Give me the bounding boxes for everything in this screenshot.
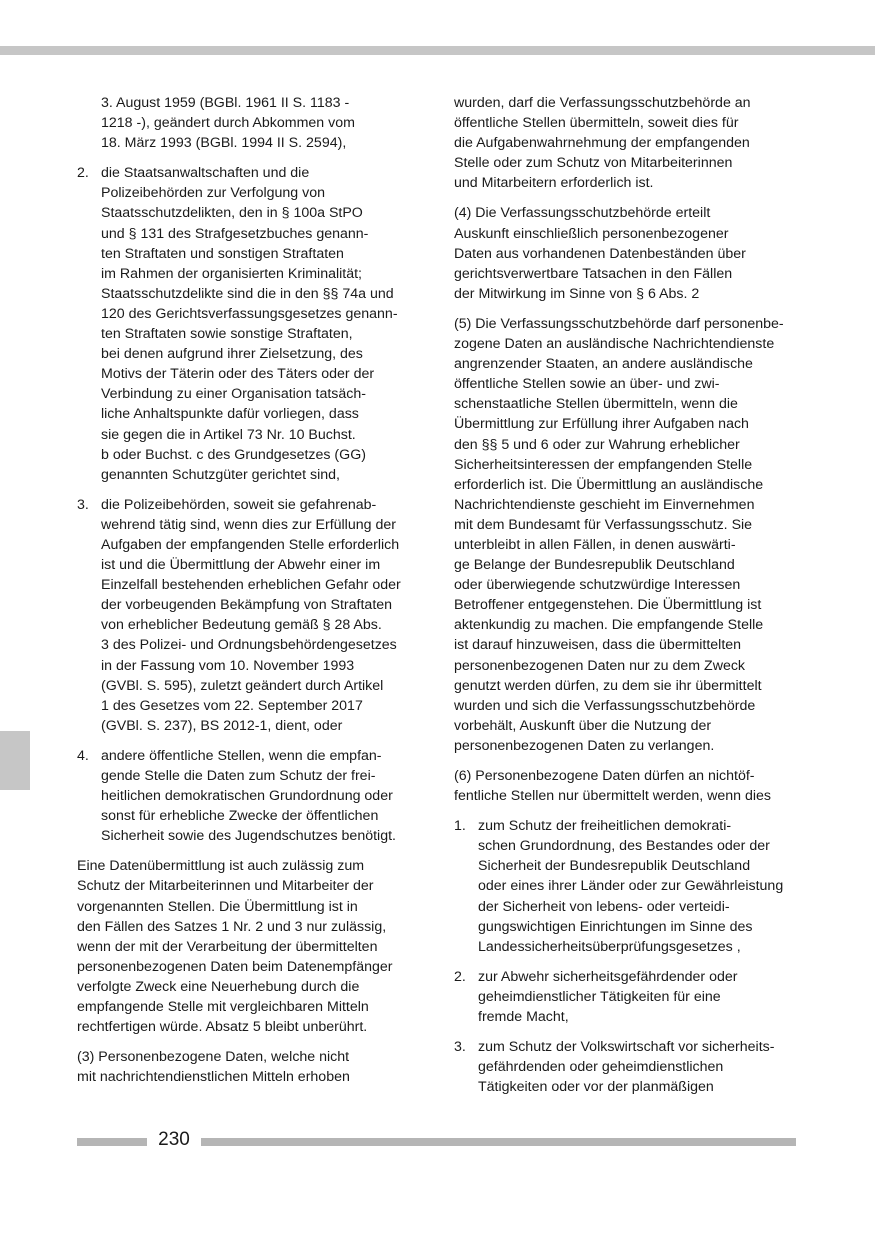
text-line: Tätigkeiten oder vor der planmäßigen [478, 1079, 714, 1096]
text-line: rechtfertigen würde. Absatz 5 bleibt unberührt. [77, 1019, 368, 1036]
text-line: gungswichtigen Einrichtungen im Sinne des [478, 918, 753, 935]
text-line: öffentliche Stellen übermitteln, soweit dies für [454, 115, 739, 132]
text-line: Motivs der Täterin oder des Täters oder der [101, 366, 375, 383]
right-column [454, 93, 802, 1107]
text-line: Stelle oder zum Schutz von Mitarbeiterinnen [454, 155, 733, 172]
text-line: zogene Daten an ausländische Nachrichtendienste [454, 336, 775, 353]
footer-rule-right [201, 1138, 796, 1146]
text-line: wehrend tätig sind, wenn dies zur Erfüllung der [101, 516, 396, 533]
text-line: genutzt werden dürfen, zu dem sie ihr übermittelt [454, 677, 762, 694]
text-line: Eine Datenübermittlung ist auch zulässig zum [77, 858, 365, 875]
paragraph [77, 1047, 427, 1087]
text-line: erforderlich ist. Die Übermittlung an ausländische [454, 476, 764, 493]
text-line: gerichtsverwertbare Tatsachen in den Fällen [454, 265, 733, 282]
header-rule [0, 46, 875, 55]
list-item-4 [77, 746, 427, 846]
text-line: mit nachrichtendienstlichen Mitteln erhoben [77, 1069, 350, 1086]
text-line: heitlichen demokratischen Grundordnung oder [101, 788, 393, 805]
text-line: vorbehält, Auskunft über die Nutzung der [454, 717, 712, 734]
text-line: oder überwiegende schutzwürdige Interessen [454, 577, 741, 594]
text-line: Einzelfall bestehenden erheblichen Gefahr oder [101, 577, 401, 594]
list-number: 1. [454, 818, 466, 835]
text-line: b oder Buchst. c des Grundgesetzes (GG) [101, 446, 366, 463]
chapter-thumb-tab [0, 731, 30, 790]
text-line: in der Fassung vom 10. November 1993 [101, 657, 355, 674]
text-line: zur Abwehr sicherheitsgefährdender oder [478, 968, 738, 985]
text-line: aktenkundig zu machen. Die empfangende Stelle [454, 617, 764, 634]
text-line: sonst für erhebliche Zwecke der öffentlichen [101, 808, 379, 825]
text-line: Übermittlung zur Erfüllung ihrer Aufgaben nach [454, 416, 749, 433]
list-number: 2. [77, 165, 89, 182]
text-line: gende Stelle die Daten zum Schutz der frei- [101, 768, 376, 784]
list-item-2 [454, 967, 802, 1027]
text-line: schenstaatliche Stellen übermitteln, wenn die [454, 396, 738, 413]
text-line: Auskunft einschließlich personenbezogener [454, 225, 729, 242]
text-line: der Mitwirkung im Sinne von § 6 Abs. 2 [454, 285, 700, 302]
text-line: die Staatsanwaltschaften und die [101, 165, 310, 182]
paragraph [454, 203, 802, 303]
paragraph [454, 766, 802, 806]
text-line: Daten aus vorhandenen Datenbeständen über [454, 245, 746, 262]
text-line: verfolgte Zweck eine Neuerhebung durch die [77, 978, 360, 995]
left-column [77, 93, 427, 1097]
list-item-1 [454, 816, 802, 957]
text-line: geheimdienstlicher Tätigkeiten für eine [478, 988, 721, 1005]
text-line: 3 des Polizei- und Ordnungsbehördengesetzes [101, 637, 397, 654]
text-line: wurden und sich die Verfassungsschutzbehörde [454, 697, 756, 714]
text-line: gefährdenden oder geheimdienstlichen [478, 1059, 724, 1076]
text-line: wurden, darf die Verfassungsschutzbehörde an [454, 95, 751, 111]
text-line: den Fällen des Satzes 1 Nr. 2 und 3 nur zulässig, [77, 918, 387, 935]
text-line: fentliche Stellen nur übermittelt werden, wenn dies [454, 788, 772, 805]
text-line: den §§ 5 und 6 oder zur Wahrung erheblicher [454, 436, 740, 453]
text-line: Staatsschutzdelikten, den in § 100a StPO [101, 205, 363, 222]
text-line: 1 des Gesetzes vom 22. September 2017 [101, 697, 363, 714]
text-line: angrenzender Staaten, an andere ausländische [454, 356, 753, 373]
text-line: der Sicherheit von lebens- oder verteidi- [478, 898, 730, 915]
list-item-3 [454, 1037, 802, 1097]
list-item-3 [77, 495, 427, 736]
text-line: Sicherheit der Bundesrepublik Deutschland [478, 858, 751, 875]
text-line: von erheblicher Bedeutung gemäß § 28 Abs. [101, 617, 382, 634]
text-line: fremde Macht, [478, 1009, 569, 1026]
text-line: unterbleibt in allen Fällen, in denen auswärti- [454, 536, 736, 553]
text-line: 1218 -), geändert durch Abkommen vom [101, 115, 355, 132]
page-number: 230 [158, 1129, 190, 1150]
text-line: und Mitarbeitern erforderlich ist. [454, 175, 654, 192]
text-line: zum Schutz der freiheitlichen demokrati- [478, 818, 732, 835]
text-line: (GVBl. S. 237), BS 2012-1, dient, oder [101, 717, 343, 734]
text-line: ist darauf hinzuweisen, dass die übermittelten [454, 637, 742, 654]
list-number: 3. [454, 1039, 466, 1056]
text-line: Verbindung zu einer Organisation tatsäch- [101, 386, 366, 403]
text-line: andere öffentliche Stellen, wenn die empfan- [101, 747, 382, 764]
list-number: 4. [77, 747, 89, 764]
text-line: 120 des Gerichtsverfassungsgesetzes genann- [101, 305, 398, 322]
text-line: die Polizeibehörden, soweit sie gefahrenab- [101, 496, 377, 513]
text-line: (3) Personenbezogene Daten, welche nicht [77, 1049, 350, 1066]
text-line: vorgenannten Stellen. Die Übermittlung ist in [77, 898, 358, 915]
text-line: die Aufgabenwahrnehmung der empfangenden [454, 135, 750, 152]
text-line: schen Grundordnung, des Bestandes oder der [478, 838, 770, 855]
text-line: mit dem Bundesamt für Verfassungsschutz. Sie [454, 516, 753, 533]
text-line: (6) Personenbezogene Daten dürfen an nichtöf- [454, 768, 755, 784]
text-line: (4) Die Verfassungsschutzbehörde erteilt [454, 205, 711, 222]
text-line: wenn der mit der Verarbeitung der übermittelten [77, 938, 378, 955]
text-line: empfangende Stelle mit vergleichbaren Mitteln [77, 999, 369, 1016]
paragraph [454, 93, 802, 193]
text-line: im Rahmen der organisierten Kriminalität; [101, 265, 363, 282]
continued-list-text [77, 93, 427, 153]
list-item-2 [77, 163, 427, 485]
list-number: 2. [454, 968, 466, 985]
text-line: ten Straftaten und sonstigen Straftaten [101, 245, 344, 262]
list-number: 3. [77, 496, 89, 513]
text-line: Polizeibehörden zur Verfolgung von [101, 185, 325, 202]
text-line: der vorbeugenden Bekämpfung von Straftaten [101, 597, 393, 614]
paragraph [77, 856, 427, 1037]
text-line: oder eines ihrer Länder oder zur Gewährleistung [478, 878, 784, 895]
text-line: Nachrichtendienste geschieht im Einvernehmen [454, 496, 755, 513]
text-line: Sicherheit sowie des Jugendschutzes benötigt. [101, 828, 396, 845]
text-line: und § 131 des Strafgesetzbuches genann- [101, 225, 369, 242]
text-line: Staatsschutzdelikte sind die in den §§ 74a und [101, 285, 394, 302]
text-line: ten Straftaten sowie sonstige Straftaten, [101, 326, 353, 343]
text-line: Aufgaben der empfangenden Stelle erforderlich [101, 536, 400, 553]
text-line: 18. März 1993 (BGBl. 1994 II S. 2594), [101, 135, 347, 152]
text-line: Betroffener entgegenstehen. Die Übermittlung ist [454, 597, 762, 614]
paragraph [454, 314, 802, 756]
text-line: personenbezogenen Daten nur zu dem Zweck [454, 657, 746, 674]
text-line: ist und die Übermittlung der Abwehr einer im [101, 557, 381, 574]
text-line: Sicherheitsinteressen der empfangenden Stelle [454, 456, 753, 473]
text-line: zum Schutz der Volkswirtschaft vor sicherheits- [478, 1039, 775, 1056]
text-line: 3. August 1959 (BGBl. 1961 II S. 1183 - [101, 95, 350, 111]
text-line: Landessicherheitsüberprüfungsgesetzes , [478, 938, 741, 955]
text-line: liche Anhaltspunkte dafür vorliegen, dass [101, 406, 359, 423]
text-line: (5) Die Verfassungsschutzbehörde darf personenbe- [454, 315, 784, 332]
text-line: (GVBl. S. 595), zuletzt geändert durch Artikel [101, 677, 384, 694]
text-line: bei denen aufgrund ihrer Zielsetzung, des [101, 346, 363, 363]
text-line: Schutz der Mitarbeiterinnen und Mitarbeiter der [77, 878, 374, 895]
text-line: sie gegen die in Artikel 73 Nr. 10 Buchst. [101, 426, 356, 443]
text-line: öffentliche Stellen sowie an über- und zwi- [454, 376, 720, 393]
text-line: genannten Schutzgüter gerichtet sind, [101, 466, 340, 483]
text-line: personenbezogenen Daten zu verlangen. [454, 737, 715, 754]
footer-rule-left [77, 1138, 147, 1146]
text-line: personenbezogenen Daten beim Datenempfänger [77, 958, 393, 975]
text-line: ge Belange der Bundesrepublik Deutschland [454, 557, 735, 574]
